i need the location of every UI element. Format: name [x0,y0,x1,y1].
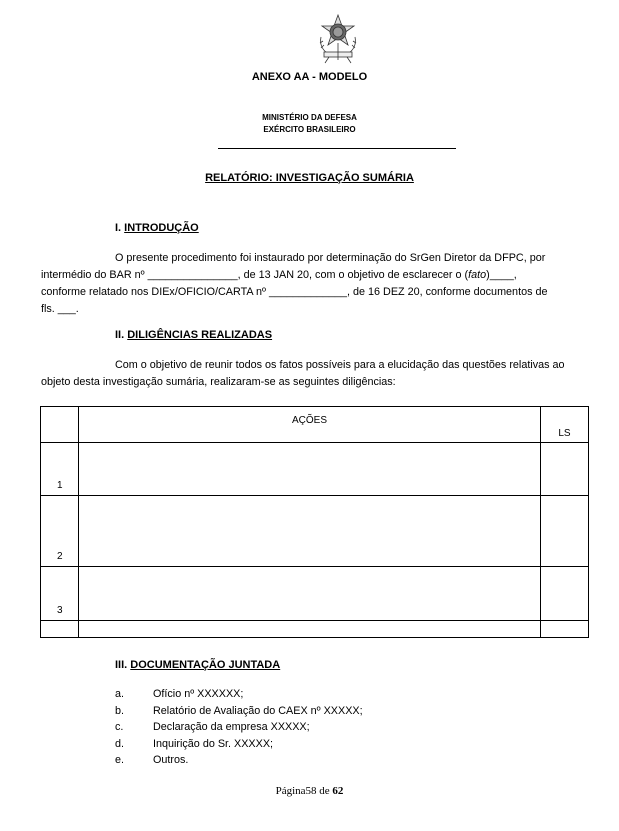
list-item: c. Declaração da empresa XXXXX; [115,721,310,733]
row-ls-cell[interactable] [541,496,589,567]
report-title: RELATÓRIO: INVESTIGAÇÃO SUMÁRIA [205,172,414,184]
header-ls-cell [541,407,589,443]
row-action-cell[interactable] [79,443,541,496]
row-number-cell [41,621,79,638]
table-row [41,567,589,621]
section-diligences-heading: II. DILIGÊNCIAS REALIZADAS [115,329,273,341]
intro-line-1: O presente procedimento foi instaurado por determinação do SrGen Diretor da DFPC, por [115,252,546,264]
documentation-list [115,688,363,771]
row-number-cell: 2 [41,496,79,567]
row-ls-cell[interactable] [541,443,589,496]
header-actions-label: AÇÕES [291,415,327,426]
row-ls-cell[interactable] [541,621,589,638]
diligences-line-1: Com o objetivo de reunir todos os fatos possíveis para a elucidação das questões relativas ao [115,359,565,371]
page-footer [0,785,619,797]
row-ls-cell[interactable] [541,567,589,621]
section-introduction-heading: I. INTRODUÇÃO [115,222,199,234]
table-row [41,443,589,496]
diligences-table [40,406,589,638]
list-item: a. Ofício nº XXXXXX; [115,688,244,700]
list-item: e. Outros. [115,754,189,766]
row-number-cell: 3 [41,567,79,621]
of-label: de [316,785,333,797]
intro-line-2b: )____, [486,269,517,281]
row-action-cell[interactable] [79,567,541,621]
table-row [41,496,589,567]
header-ls-label: LS [558,428,571,439]
row-action-cell[interactable] [79,621,541,638]
table-header-row [41,407,589,443]
national-coat-of-arms-emblem [315,13,361,65]
page-label: Página [275,785,306,797]
list-item: d. Inquirição do Sr. XXXXX; [115,737,274,750]
intro-line-4: fls. ___. [41,303,79,315]
list-item: b. Relatório de Avaliação do CAEX nº XXXXX; [115,704,363,717]
header-number-cell [41,407,79,443]
intro-line-3: conforme relatado nos DIEx/OFICIO/CARTA nº _____________, de 16 DEZ 20, conforme documentos de [41,286,548,298]
header-divider [218,148,456,149]
diligences-paragraph [41,357,589,391]
table-row [41,621,589,638]
ministry-name: MINISTÉRIO DA DEFESA [262,113,357,122]
intro-line-2-italic: fato [468,269,487,281]
total-pages: 62 [332,785,344,797]
page-number: 58 [305,785,317,797]
row-number-cell: 1 [41,443,79,496]
annex-title: ANEXO AA - MODELO [251,71,368,83]
diligences-line-2: objeto desta investigação sumária, realizaram-se as seguintes diligências: [41,376,396,388]
intro-line-2a: intermédio do BAR nº _______________, de 13 JAN 20, com o objetivo de esclarecer o ( [41,269,469,281]
row-action-cell[interactable] [79,496,541,567]
introduction-paragraph [41,250,589,318]
header-actions-cell [79,407,541,443]
section-documentation-heading: III. DOCUMENTAÇÃO JUNTADA [115,659,281,671]
army-name: EXÉRCITO BRASILEIRO [263,125,356,134]
